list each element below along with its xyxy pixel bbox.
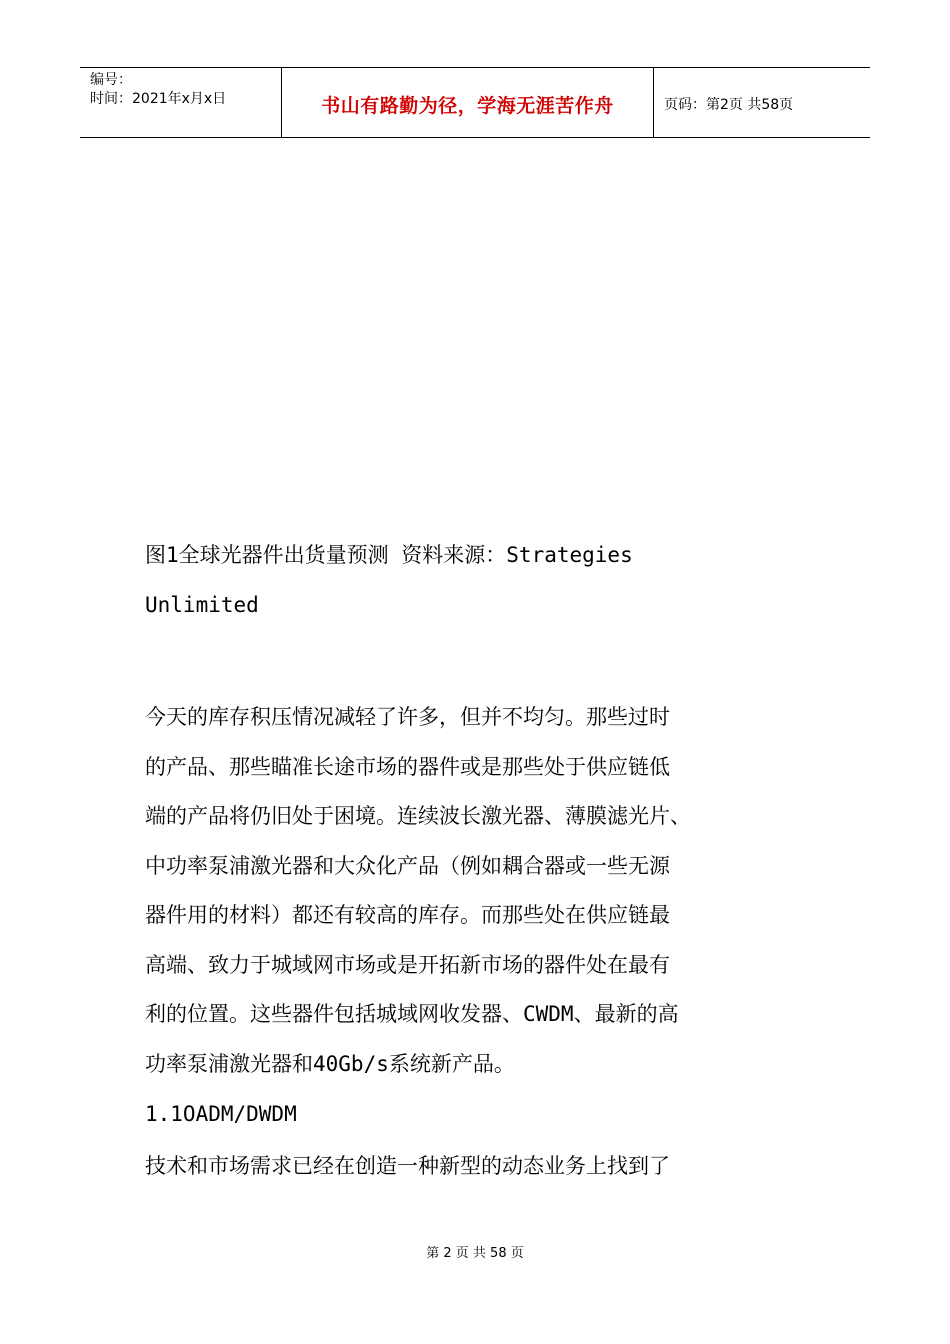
header-middle-cell xyxy=(282,68,654,137)
document-number-label: 编号： xyxy=(90,72,132,88)
paragraph-line: 利的位置。这些器件包括城域网收发器、CWDM、最新的高 xyxy=(145,1002,679,1026)
paragraph-line: 高端、致力于城域网市场或是开拓新市场的器件处在最有 xyxy=(145,952,670,977)
paragraph-line: 功率泵浦激光器和40Gb/s系统新产品。 xyxy=(145,1051,515,1076)
header-motto: 书山有路勤为径，学海无涯苦作舟 xyxy=(321,95,614,117)
paragraph-line: 今天的库存积压情况减轻了许多，但并不均匀。那些过时 xyxy=(145,705,670,729)
paragraph-line: 端的产品将仍旧处于困境。连续波长激光器、薄膜滤光片、 xyxy=(145,804,691,828)
document-time-label: 时间：2021年x月x日 xyxy=(90,91,227,107)
figure-caption-line-2: Unlimited xyxy=(145,593,259,617)
paragraph-line: 的产品、那些瞄准长途市场的器件或是那些处于供应链低 xyxy=(145,754,670,779)
figure-caption xyxy=(145,530,785,630)
page-header xyxy=(80,67,870,138)
paragraph-line: 技术和市场需求已经在创造一种新型的动态业务上找到了 xyxy=(145,1154,670,1178)
header-left-cell xyxy=(80,68,282,137)
body-paragraph-2 xyxy=(145,1142,795,1192)
page-footer: 第 2 页 共 58 页 xyxy=(426,1246,524,1261)
figure-caption-line-1: 图1全球光器件出货量预测 资料来源：Strategies xyxy=(145,543,633,567)
header-right-cell xyxy=(654,68,870,137)
paragraph-line: 中功率泵浦激光器和大众化产品（例如耦合器或一些无源 xyxy=(145,853,670,878)
body-paragraph-1 xyxy=(145,693,795,1089)
paragraph-line: 器件用的材料）都还有较高的库存。而那些处在供应链最 xyxy=(145,903,670,927)
section-heading: 1.1OADM/DWDM xyxy=(145,1102,297,1126)
header-page-info: 页码：第2页 共58页 xyxy=(664,97,794,113)
